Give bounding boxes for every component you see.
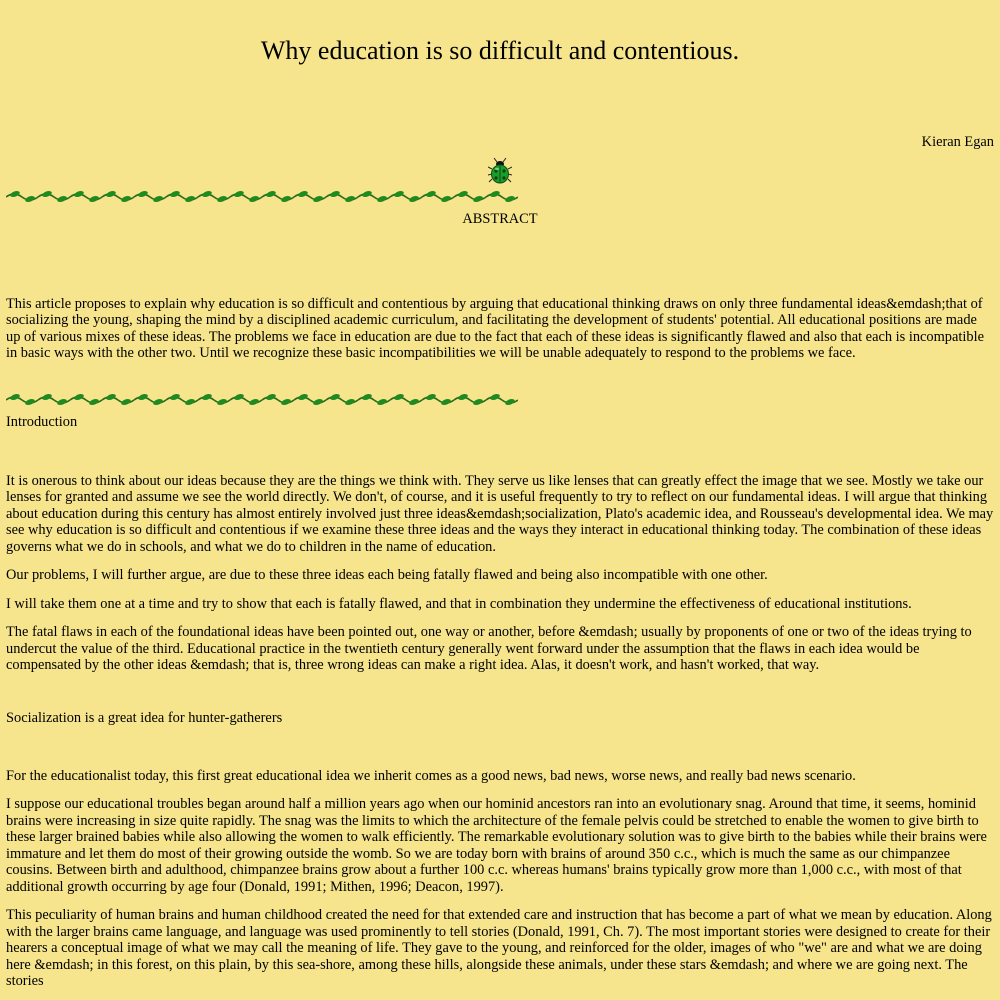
page-title: Why education is so difficult and contentious. [260, 36, 740, 65]
section-heading-socialization: Socialization is a great idea for hunter-gatherers [6, 709, 283, 726]
abstract-text: This article proposes to explain why education is so difficult and contentious by arguing that educational thinking draws on only three fundamental ideas&emdash;that of socializing the young, shaping the mind by a disciplined academic curriculum, and facilitating the development of students' potential. All educational positions are made up of various mixes of these ideas. The problems we face in education are due to the fact that each of these ideas is significantly flawed and also that each is incompatible in basic ways with the other two. Until we recognize these basic incompatibilities we will be unable adequately to respond to the problems we face. [6, 295, 984, 361]
vine-divider [6, 189, 518, 203]
vine-divider [6, 392, 518, 406]
paragraph: I will take them one at a time and try to show that each is fatally flawed, and that in combination they undermine the effectiveness of educational institutions. [6, 595, 912, 612]
paragraph: This peculiarity of human brains and human childhood created the need for that extended care and instruction that has become a part of what we mean by education. Along with the larger brains came language, and language was used prominently to tell stories (Donald, 1991, Ch. 7). The most important stories were designed to create for their hearers a conceptual image of what we may call the meaning of life. They gave to the young, and reinforced for the older, images of who "we" are and what we are doing here &emdash; in this forest, on this plain, by this sea-shore, among these hills, alongside these animals, under these stars &emdash; and where we are going next. The stories [6, 907, 992, 989]
introduction-body [6, 473, 994, 674]
introduction-heading: Introduction [6, 413, 78, 430]
socialization-body [6, 768, 994, 990]
paragraph: The fatal flaws in each of the foundational ideas have been pointed out, one way or another, before &emdash; usually by proponents of one or two of the ideas trying to undercut the value of the third. Educational practice in the twentieth century generally went forward under the assumption that the flaws in each idea would be compensated by the other ideas &emdash; that is, three wrong ideas can make a right idea. Alas, it doesn't work, and hasn't worked, that way. [6, 624, 972, 673]
paragraph: Our problems, I will further argue, are due to these three ideas each being fatally flawed and being also incompatible with one other. [6, 567, 768, 583]
author-name: Kieran Egan [921, 134, 994, 150]
paragraph: For the educationalist today, this first great educational idea we inherit comes as a good news, bad news, worse news, and really bad news scenario. [6, 767, 856, 784]
ladybug-icon [488, 157, 512, 185]
abstract-heading: ABSTRACT [462, 211, 538, 227]
paragraph: It is onerous to think about our ideas because they are the things we think with. They serve us like lenses that can greatly effect the image that we see. Mostly we take our lenses for granted and assume we see the world directly. We don't, of course, and it is useful frequently to try to reflect on our fundamental ideas. I will argue that thinking about education during this century has almost entirely involved just three ideas&emdash;socialization, Plato's academic idea, and Rousseau's developmental idea. We may see why education is so difficult and contentious if we examine these three ideas and the ways they interact in educational thinking today. The combination of these ideas governs what we do in schools, and what we do to children in the name of education. [6, 472, 994, 555]
paragraph: I suppose our educational troubles began around half a million years ago when our hominid ancestors ran into an evolutionary snag. Around that time, it seems, hominid brains were increasing in size quite rapidly. The snag was the limits to which the architecture of the female pelvis could be stretched to enable the women to give birth to these larger brained babies while also allowing the women to walk efficiently. The remarkable evolutionary solution was to give birth to the babies while their brains were immature and let them do most of their growing outside the womb. So we are today born with brains of around 350 c.c., which is much the same as our chimpanzee cousins. Between birth and adulthood, chimpanzee brains grow about a further 100 c.c. whereas humans' brains typically grow more than 1,000 c.c., with most of that additional growth occurring by age four (Donald, 1991; Mithen, 1996; Deacon, 1997). [6, 796, 987, 895]
ladybug-ornament [6, 157, 994, 187]
